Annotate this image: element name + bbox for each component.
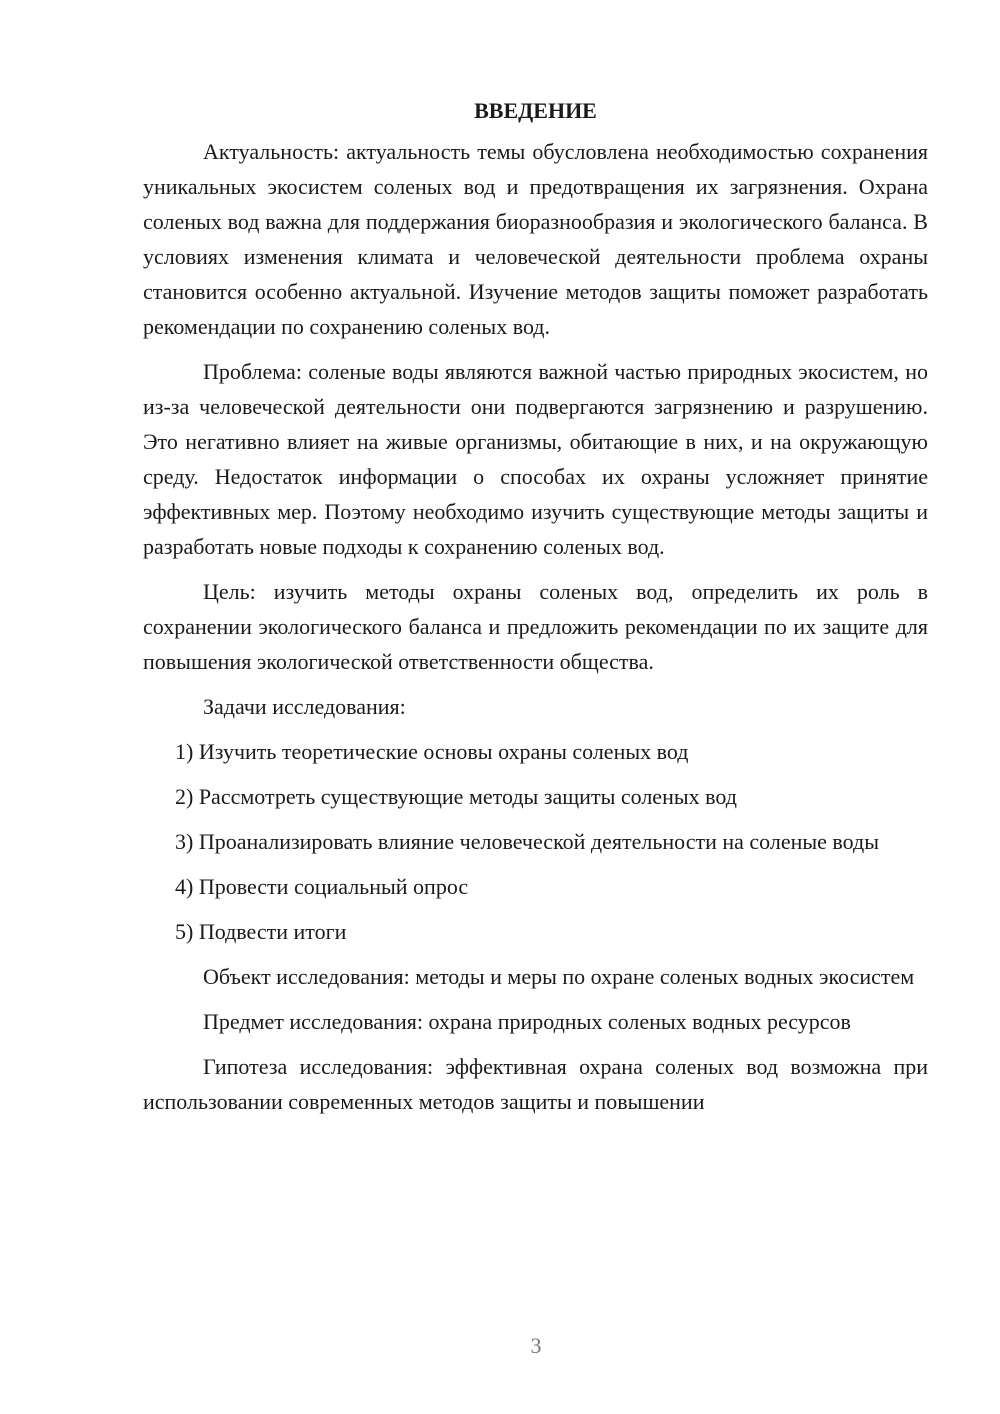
paragraph-problem: Проблема: соленые воды являются важной частью природных экосистем, но из-за человеческой деятельности они подвергаются загрязнению и разрушению. Это негативно влияет на живые организмы, обитающие в них, и на окружающую среду. Недостаток информации о способах их охраны усложняет принятие эффективных мер. Поэтому необходимо изучить существующие методы защиты и разработать новые подходы к сохранению соленых вод. <box>143 359 928 559</box>
page-title: ВВЕДЕНИЕ <box>474 98 597 123</box>
document-page <box>143 93 928 1129</box>
task-item: 2) Рассмотреть существующие методы защиты соленых вод <box>175 784 737 809</box>
paragraph-hypothesis: Гипотеза исследования: эффективная охрана соленых вод возможна при использовании современных методов защиты и повышении <box>143 1054 928 1114</box>
task-item: 3) Проанализировать влияние человеческой деятельности на соленые воды <box>175 829 880 854</box>
paragraph-relevance: Актуальность: актуальность темы обусловлена необходимостью сохранения уникальных экосистем соленых вод и предотвращения их загрязнения. Охрана соленых вод важна для поддержания биоразнообразия и экологического баланса. В условиях изменения климата и человеческой деятельности проблема охраны становится особенно актуальной. Изучение методов защиты поможет разработать рекомендации по сохранению соленых вод. <box>143 139 928 339</box>
tasks-heading: Задачи исследования: <box>203 694 406 719</box>
paragraph-goal: Цель: изучить методы охраны соленых вод, определить их роль в сохранении экологического баланса и предложить рекомендации по их защите для повышения экологической ответственности общества. <box>143 579 928 674</box>
task-item: 5) Подвести итоги <box>175 919 347 944</box>
task-item: 4) Провести социальный опрос <box>175 874 469 899</box>
page-number: 3 <box>530 1333 542 1358</box>
paragraph-object: Объект исследования: методы и меры по охране соленых водных экосистем <box>203 964 915 989</box>
paragraph-subject: Предмет исследования: охрана природных соленых водных ресурсов <box>203 1009 851 1034</box>
task-item: 1) Изучить теоретические основы охраны соленых вод <box>175 739 689 764</box>
tasks-list <box>143 734 928 949</box>
